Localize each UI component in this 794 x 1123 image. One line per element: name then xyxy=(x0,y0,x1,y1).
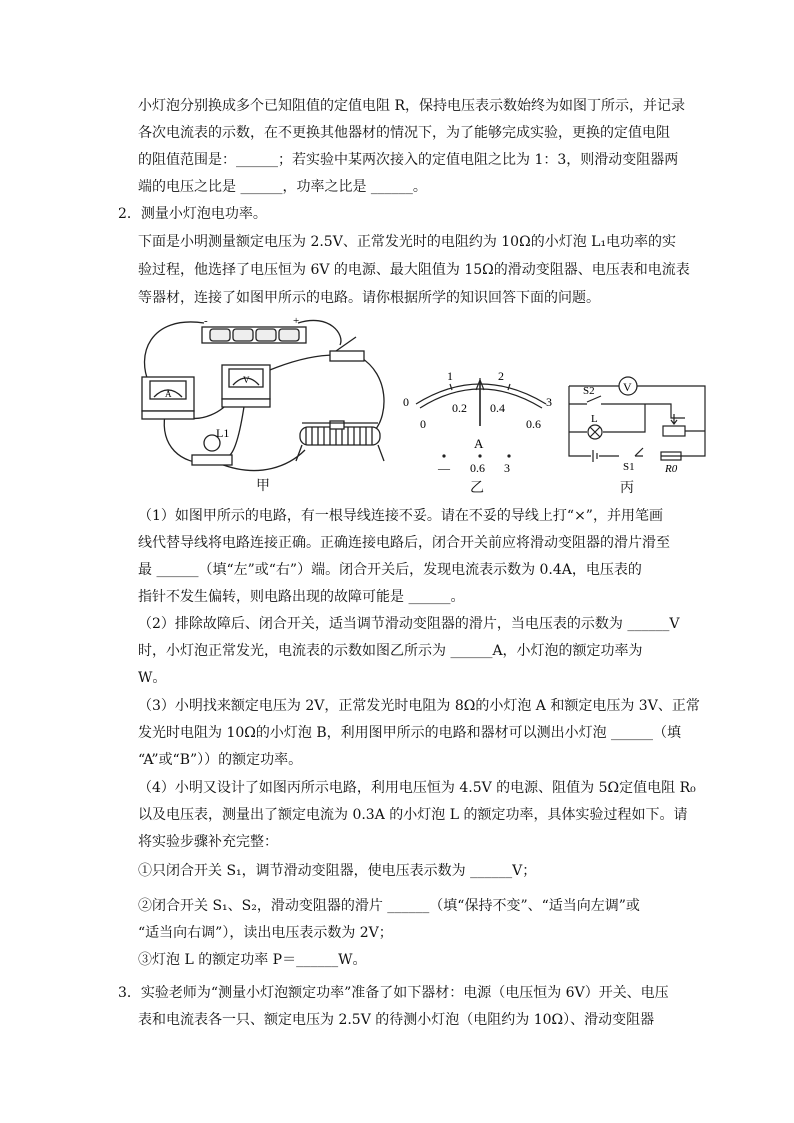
question-title: 2．测量小灯泡电功率。 xyxy=(118,206,267,222)
scale-top-1: 1 xyxy=(447,369,453,383)
lamp-l-label: L xyxy=(591,413,598,425)
s2-label: S2 xyxy=(583,385,595,397)
scale-top-0: 0 xyxy=(403,395,409,409)
text-line: 小灯泡分别换成多个已知阻值的定值电阻 R，保持电压表示数始终为如图丁所示，并记录 xyxy=(138,98,685,114)
lamp-label: L1 xyxy=(216,426,230,440)
text-line: 端的电压之比是 ______，功率之比是 ______。 xyxy=(138,179,427,195)
text-line: ①只闭合开关 S₁，调节滑动变阻器，使电压表示数为 ______V； xyxy=(138,863,537,879)
ammeter-label: A xyxy=(165,389,172,399)
scale-bottom-2: 0.4 xyxy=(490,401,505,415)
text-line: 线代替导线将电路连接正确。正确连接电路后，闭合开关前应将滑动变阻器的滑片滑至 xyxy=(138,535,670,551)
unit-label: A xyxy=(474,436,484,451)
s1-label: S1 xyxy=(623,461,635,473)
text-line: 等器材，连接了如图甲所示的电路。请你根据所学的知识回答下面的问题。 xyxy=(138,290,600,306)
voltmeter-v-label: V xyxy=(623,380,632,394)
text-line: 验过程，他选择了电压恒为 6V 的电源、最大阻值为 15Ω的滑动变阻器、电压表和电流表 xyxy=(138,262,690,278)
scale-bottom-1: 0.2 xyxy=(452,401,467,415)
text-line: W。 xyxy=(138,670,167,686)
scale-bottom-0: 0 xyxy=(420,417,426,431)
text-line: 的阻值范围是：______；若实验中某两次接入的定值电阻之比为 1：3，则滑动变阻器两 xyxy=(138,152,679,168)
voltmeter-label: V xyxy=(243,375,250,385)
terminal-minus: — xyxy=(438,461,450,475)
terminal-06: 0.6 xyxy=(470,461,485,475)
text-line: 表和电流表各一只、额定电压为 2.5V 的待测小灯泡（电阻约为 10Ω）、滑动变阻器 xyxy=(138,1012,655,1028)
figure-caption-jia: 甲 xyxy=(256,478,270,494)
text-line: 各次电流表的示数，在不更换其他器材的情况下，为了能够完成实验，更换的定值电阻 xyxy=(138,125,670,141)
terminal-3: 3 xyxy=(504,461,510,475)
text-line: （2）排除故障后、闭合开关，适当调节滑动变阻器的滑片，当电压表的示数为 ______V xyxy=(138,616,680,632)
text-line: （3）小明找来额定电压为 2V，正常发光时电阻为 8Ω的小灯泡 A 和额定电压为 3V、正常 xyxy=(138,698,700,714)
scale-top-3: 3 xyxy=(546,395,552,409)
text-line: 指针不发生偏转，则电路出现的故障可能是 ______。 xyxy=(138,589,465,605)
scale-top-2: 2 xyxy=(498,369,504,383)
question-title: 3．实验老师为“测量小灯泡额定功率”准备了如下器材：电源（电压恒为 6V）开关、电压 xyxy=(118,985,669,1001)
plus-label: + xyxy=(293,315,300,327)
figure-caption-yi: 乙 xyxy=(470,480,484,496)
scale-bottom-3: 0.6 xyxy=(526,417,541,431)
r0-label: R0 xyxy=(665,463,678,474)
text-line: 下面是小明测量额定电压为 2.5V、正常发光时的电阻约为 10Ω的小灯泡 L₁电功率的实 xyxy=(138,234,677,250)
schematic-figure-bing xyxy=(565,374,715,474)
ammeter-dial-figure-yi xyxy=(398,362,563,477)
text-line: 以及电压表，测量出了额定电流为 0.3A 的小灯泡 L 的额定功率，具体实验过程如下。请 xyxy=(138,807,688,823)
text-line: （4）小明又设计了如图丙所示电路，利用电压恒为 4.5V 的电源、阻值为 5Ω定值电阻 R₀ xyxy=(138,780,696,796)
circuit-figure-jia xyxy=(130,315,400,495)
text-line: ③灯泡 L 的额定功率 P＝______W。 xyxy=(138,952,367,968)
text-line: （1）如图甲所示的电路，有一根导线连接不妥。请在不妥的导线上打“×”，并用笔画 xyxy=(138,508,663,524)
text-line: “适当向右调”），读出电压表示数为 2V； xyxy=(138,925,393,941)
text-line: ②闭合开关 S₁、S₂，滑动变阻器的滑片 ______（填“保持不变”、“适当向左调”或 xyxy=(138,898,640,914)
minus-label: - xyxy=(204,315,208,327)
text-line: 将实验步骤补充完整： xyxy=(138,834,278,850)
text-line: “A”或“B”））的额定功率。 xyxy=(138,752,303,768)
text-line: 最 ______（填“左”或“右”）端。闭合开关后，发现电流表示数为 0.4A，电压表的 xyxy=(138,562,642,578)
text-line: 发光时电阻为 10Ω的小灯泡 B，利用图甲所示的电路和器材可以测出小灯泡 ______（填 xyxy=(138,725,682,741)
figure-caption-bing: 丙 xyxy=(620,480,634,496)
text-line: 时，小灯泡正常发光，电流表的示数如图乙所示为 ______A，小灯泡的额定功率为 xyxy=(138,643,643,659)
